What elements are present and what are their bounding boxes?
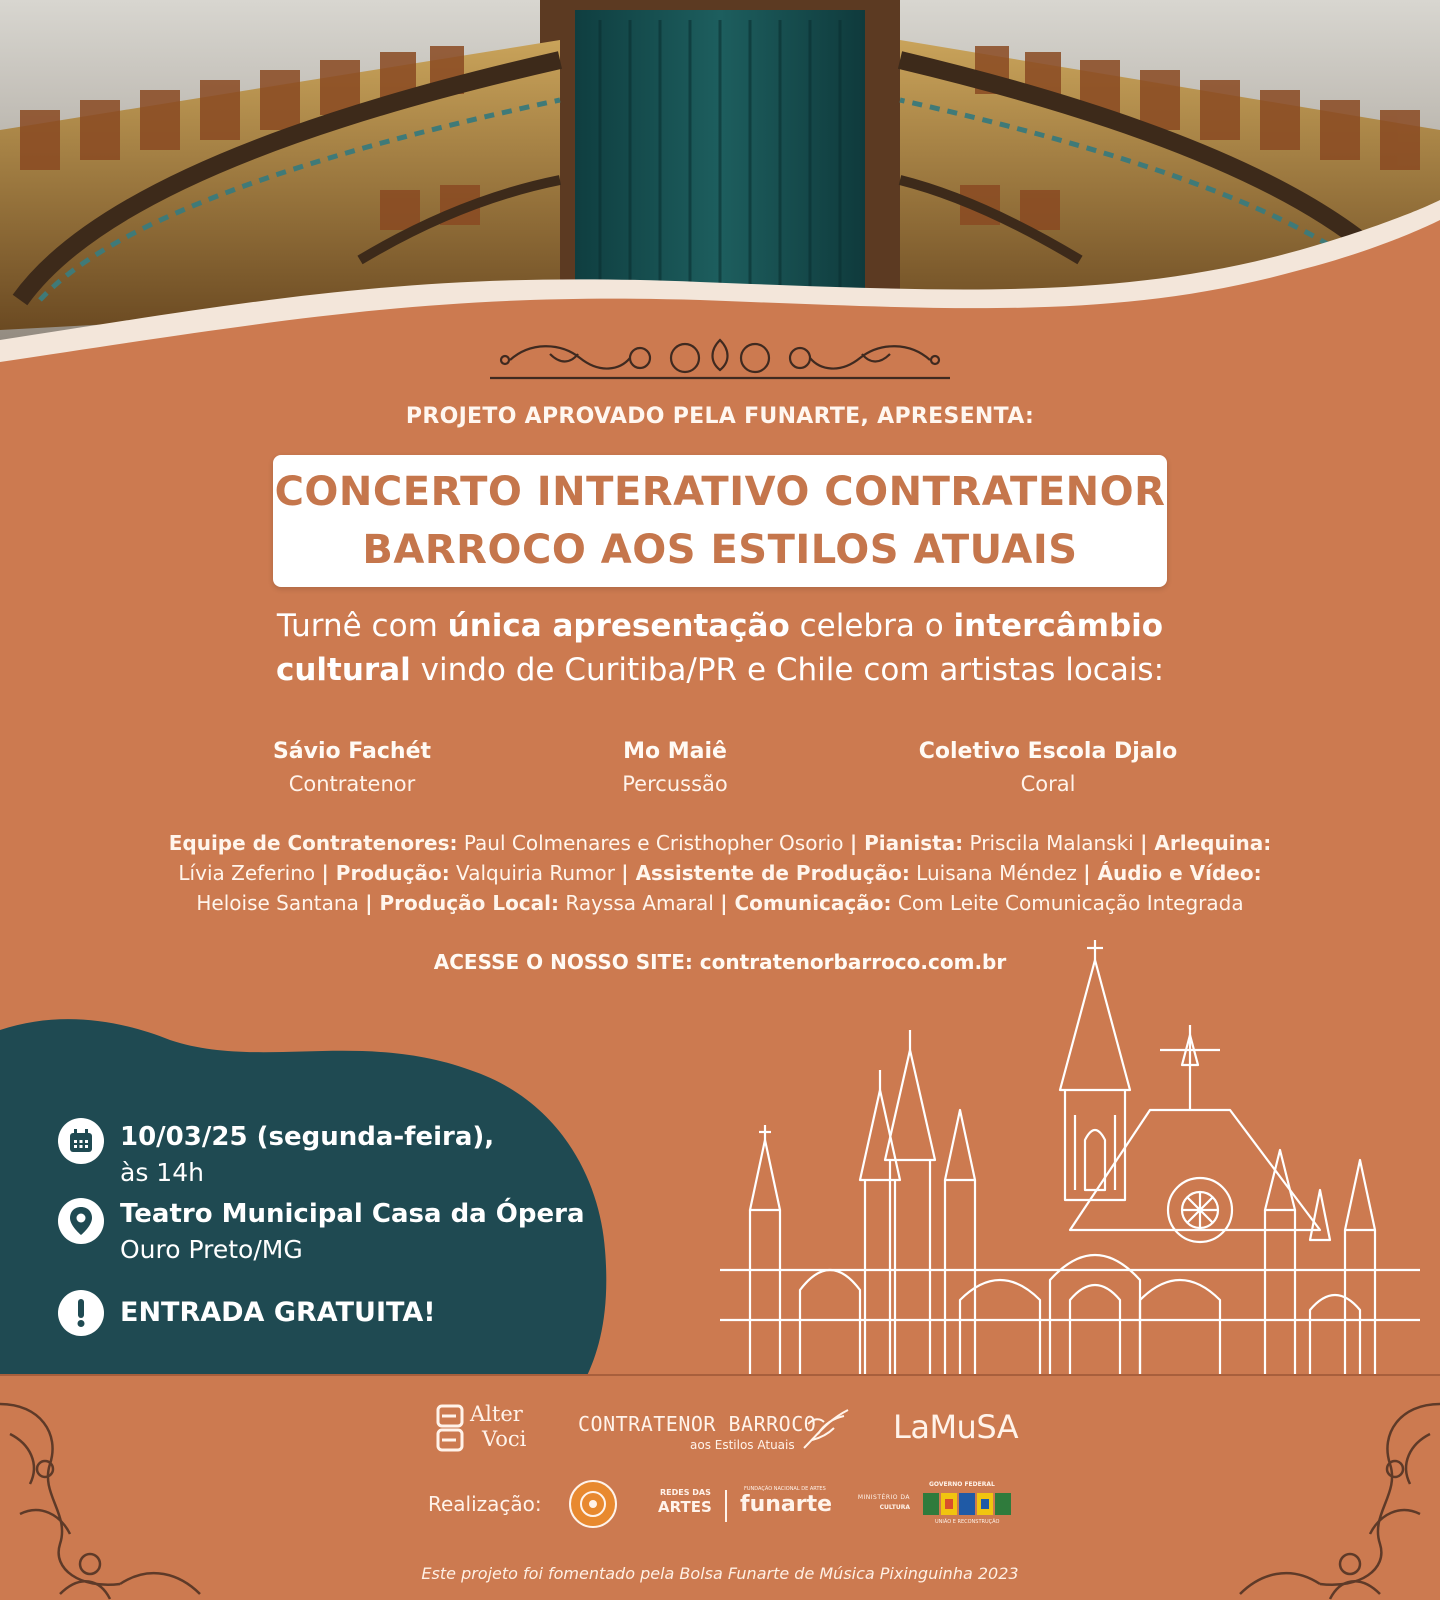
contratenor-logo-sub: aos Estilos Atuais — [690, 1438, 795, 1452]
artist-role: Contratenor — [288, 772, 416, 796]
tagline-text-3: vindo de Curitiba/PR e Chile com artistas locais: — [410, 652, 1165, 688]
credit-label: | Áudio e Vídeo: — [1083, 861, 1262, 885]
governo-federal-logo — [921, 1481, 1015, 1529]
feather-icon — [798, 1404, 854, 1454]
funarte-logo — [740, 1486, 833, 1524]
location-pin-icon — [58, 1198, 104, 1244]
credit-label: Equipe de Contratenores: — [168, 831, 458, 855]
alter-voci-mark-icon — [436, 1404, 466, 1454]
funarte-sub: FUNDAÇÃO NACIONAL DE ARTES — [744, 1486, 826, 1492]
cathedral-illustration — [720, 940, 1420, 1380]
event-date: 10/03/25 (segunda-feira), — [120, 1122, 495, 1152]
ministerio-line-2: CULTURA — [879, 1504, 910, 1511]
credit-value: Valquiria Rumor — [449, 861, 622, 885]
tagline — [160, 604, 1280, 692]
calendar-icon — [58, 1118, 104, 1164]
tagline-text-2: celebra o — [789, 608, 954, 644]
redes-artes-main: ARTES — [658, 1498, 712, 1516]
credit-value: Rayssa Amaral — [559, 891, 721, 915]
credit-value: Heloise Santana — [196, 891, 366, 915]
artist-name: Coletivo Escola Djalo — [918, 739, 1178, 764]
title-box — [273, 455, 1167, 587]
theatre-interior-photo — [0, 0, 1440, 380]
baroque-ornament — [490, 330, 950, 385]
artist-mo-maie — [495, 736, 855, 800]
realizacao-label: Realização: — [428, 1492, 542, 1516]
governo-line-1: GOVERNO FEDERAL — [929, 1481, 995, 1488]
title-line-1: CONCERTO INTERATIVO CONTRATENOR — [274, 469, 1166, 515]
tagline-text-1: Turnê com — [276, 608, 448, 644]
funarte-word: funarte — [740, 1492, 833, 1517]
ministerio-cultura-logo — [846, 1494, 910, 1518]
artist-role: Percussão — [622, 772, 728, 796]
credit-label: | Assistente de Produção: — [621, 861, 910, 885]
governo-line-3: UNIÃO E RECONSTRUÇÃO — [935, 1519, 1000, 1525]
redes-artes-top: REDES DAS — [660, 1488, 711, 1497]
credit-label: | Pianista: — [849, 831, 964, 855]
alter-voci-word-2: Voci — [482, 1427, 527, 1451]
artist-name: Mo Maiê — [623, 739, 727, 764]
redes-das-artes-logo — [658, 1488, 718, 1522]
tagline-bold-3: cultural — [275, 652, 411, 688]
artist-role: Coral — [1020, 772, 1076, 796]
tagline-bold-2: intercâmbio — [953, 608, 1164, 644]
concert-title — [275, 463, 1166, 579]
tagline-bold-1: única apresentação — [447, 608, 790, 644]
credit-label: | Produção Local: — [365, 891, 560, 915]
credit-label: | Comunicação: — [720, 891, 892, 915]
artist-savio — [172, 736, 532, 800]
contratenor-barroco-logo — [578, 1408, 858, 1464]
credit-value: Com Leite Comunicação Integrada — [891, 891, 1244, 915]
free-entry: ENTRADA GRATUITA! — [120, 1297, 436, 1328]
credit-value: Lívia Zeferino — [178, 861, 322, 885]
funding-note: Este projeto foi fomentado pela Bolsa Funarte de Música Pixinguinha 2023 — [421, 1564, 1019, 1583]
title-line-2: BARROCO AOS ESTILOS ATUAIS — [362, 527, 1078, 573]
credit-value: Luisana Méndez — [909, 861, 1084, 885]
credit-value: Paul Colmenares e Cristhopher Osorio — [457, 831, 850, 855]
artist-name: Sávio Fachét — [272, 739, 432, 764]
ministerio-line-1: MINISTÉRIO DA — [857, 1494, 910, 1501]
credit-label: | Arlequina: — [1140, 831, 1272, 855]
logo-separator — [725, 1490, 727, 1522]
contratenor-logo-title: CONTRATENOR BARROCO — [578, 1412, 817, 1436]
event-venue: Teatro Municipal Casa da Ópera — [120, 1199, 585, 1229]
alter-voci-logo — [436, 1402, 536, 1458]
alter-voci-word-1: Alter — [470, 1402, 523, 1426]
credit-label: | Produção: — [321, 861, 450, 885]
event-time: às 14h — [120, 1158, 204, 1187]
exclamation-icon — [58, 1290, 104, 1336]
event-city: Ouro Preto/MG — [120, 1235, 303, 1264]
credit-value: Priscila Malanski — [963, 831, 1141, 855]
artist-coletivo — [868, 736, 1228, 800]
website-link[interactable]: ACESSE O NOSSO SITE: contratenorbarroco.com.br — [433, 950, 1007, 974]
lamusa-logo: LaMuSA — [893, 1408, 1019, 1446]
footer-divider — [0, 1374, 1440, 1376]
circuito-musica-badge-icon — [568, 1479, 618, 1529]
brasil-wordmark-icon — [921, 1491, 1015, 1517]
presenter-heading: PROJETO APROVADO PELA FUNARTE, APRESENTA: — [405, 404, 1035, 429]
credits-block — [130, 828, 1310, 918]
